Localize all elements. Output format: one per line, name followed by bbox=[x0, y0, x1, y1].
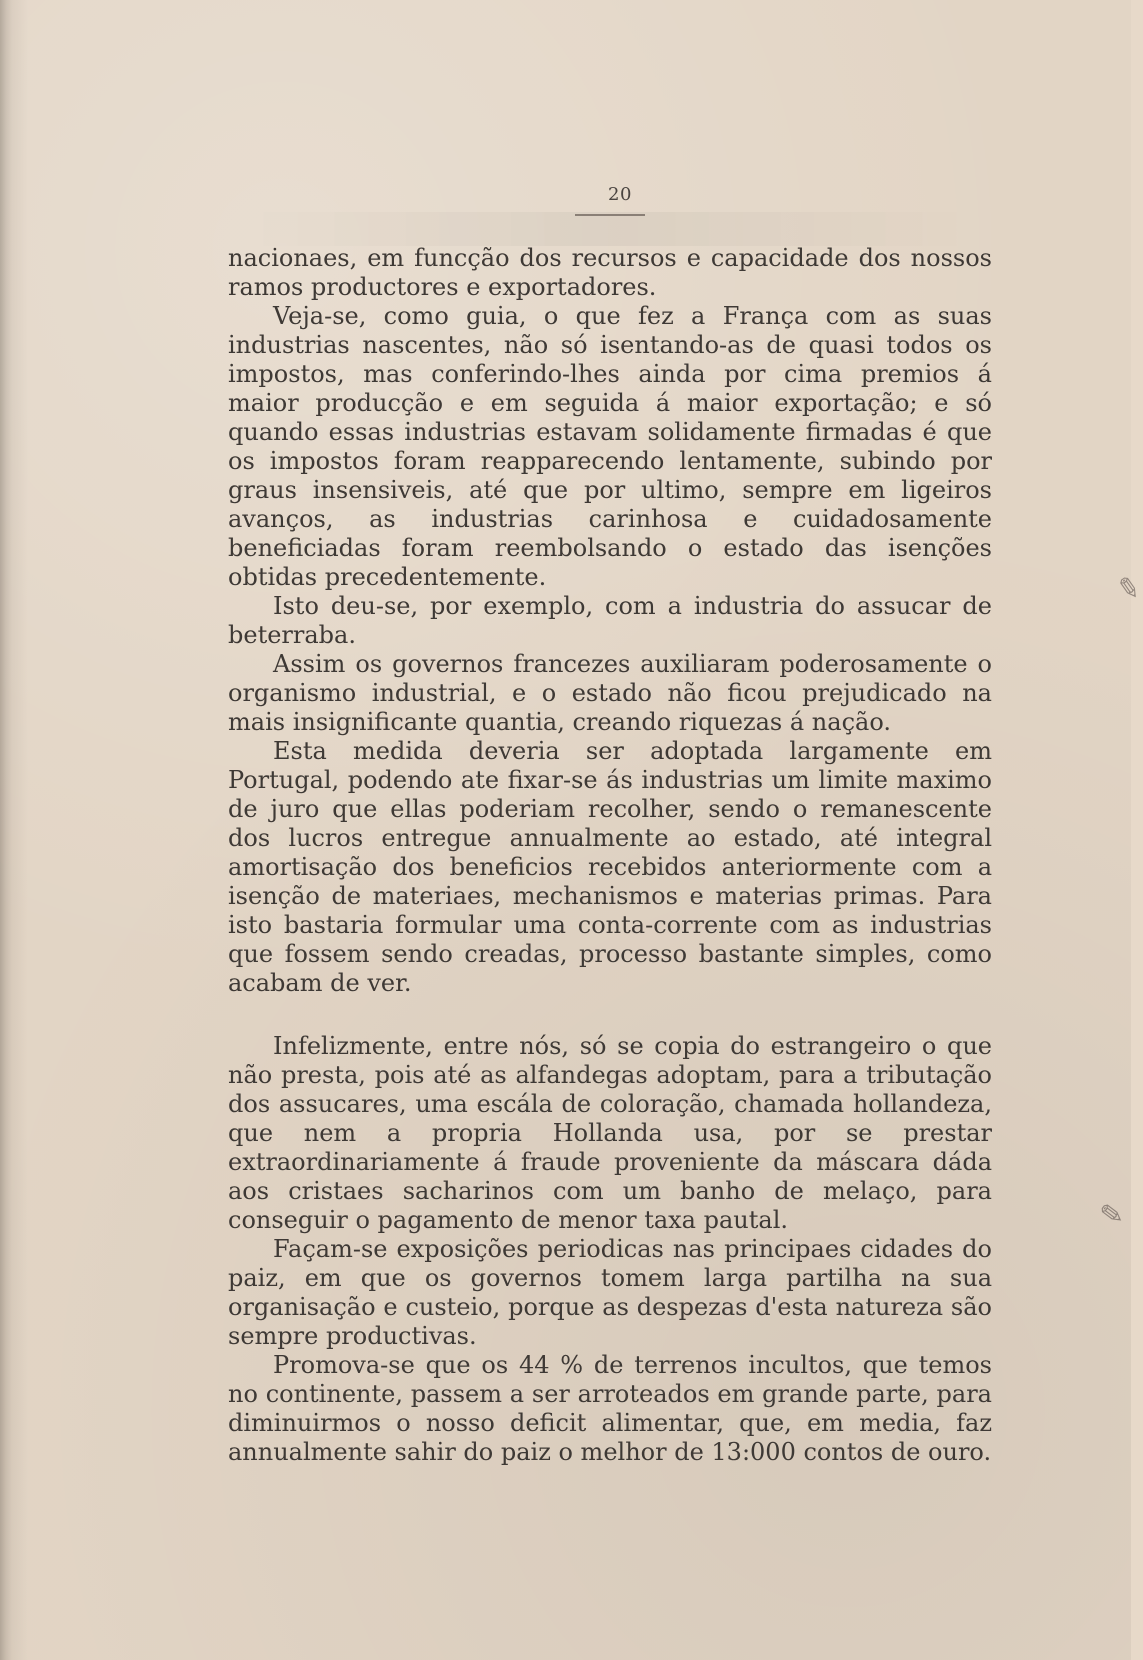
paragraph-5: Esta medida deveria ser adoptada largamente em Portugal, podendo ate fixar-se ás industrias um limite maximo de juro que ellas poderiam recolher, sendo o remanescente dos lucros entregue annualmente ao estado, até integral amortisação dos beneficios recebidos anteriormente com a isenção de materiaes, mechanismos e materias primas. Para isto bastaria formular uma conta-corrente com as industrias que fossem sendo creadas, processo bastante simples, como acabam de ver. bbox=[228, 737, 992, 997]
text-block bbox=[228, 244, 992, 1467]
paragraph-1: nacionaes, em funcção dos recursos e capacidade dos nossos ramos productores e exportadores. bbox=[228, 244, 992, 301]
paragraph-4: Assim os governos francezes auxiliaram poderosamente o organismo industrial, e o estado não ficou prejudicado na mais insignificante quantia, creando riquezas á nação. bbox=[228, 650, 992, 736]
paragraph-2: Veja-se, como guia, o que fez a França com as suas industrias nascentes, não só isentando-as de quasi todos os impostos, mas conferindo-lhes ainda por cima premios á maior producção e em seguida á maior exportação; e só quando essas industrias estavam solidamente firmadas é que os impostos foram reapparecendo lentamente, subindo por graus insensiveis, até que por ultimo, sempre em ligeiros avanços, as industrias carinhosa e cuidadosamente beneficiadas foram reembolsando o estado das isenções obtidas precedentemente. bbox=[228, 302, 992, 591]
paragraph-3: Isto deu-se, por exemplo, com a industria do assucar de beterraba. bbox=[228, 592, 992, 649]
section-spacer bbox=[228, 998, 992, 1032]
bleed-through-shadow bbox=[228, 212, 992, 246]
binding-edge bbox=[0, 0, 28, 1660]
margin-mark-icon: ✎ bbox=[1097, 1196, 1126, 1233]
page-number: 20 bbox=[608, 184, 632, 205]
paragraph-7: Façam-se exposições periodicas nas principaes cidades do paiz, em que os governos tomem larga partilha na sua organisação e custeio, porque as despezas d'esta natureza são sempre productivas. bbox=[228, 1235, 992, 1350]
paragraph-8: Promova-se que os 44 % de terrenos incultos, que temos no continente, passem a ser arroteados em grande parte, para diminuirmos o nosso deficit alimentar, que, em media, faz annualmente sahir do paiz o melhor de 13:000 contos de ouro. bbox=[228, 1351, 992, 1466]
margin-mark-icon: ✎ bbox=[1114, 570, 1143, 607]
page-number-rule bbox=[575, 214, 645, 216]
paragraph-6: Infelizmente, entre nós, só se copia do estrangeiro o que não presta, pois até as alfandegas adoptam, para a tributação dos assucares, uma escála de coloração, chamada hollandeza, que nem a propria Hollanda usa, por se prestar extraordinariamente á fraude proveniente da máscara dáda aos cristaes sacharinos com um banho de melaço, para conseguir o pagamento de menor taxa pautal. bbox=[228, 1032, 992, 1234]
